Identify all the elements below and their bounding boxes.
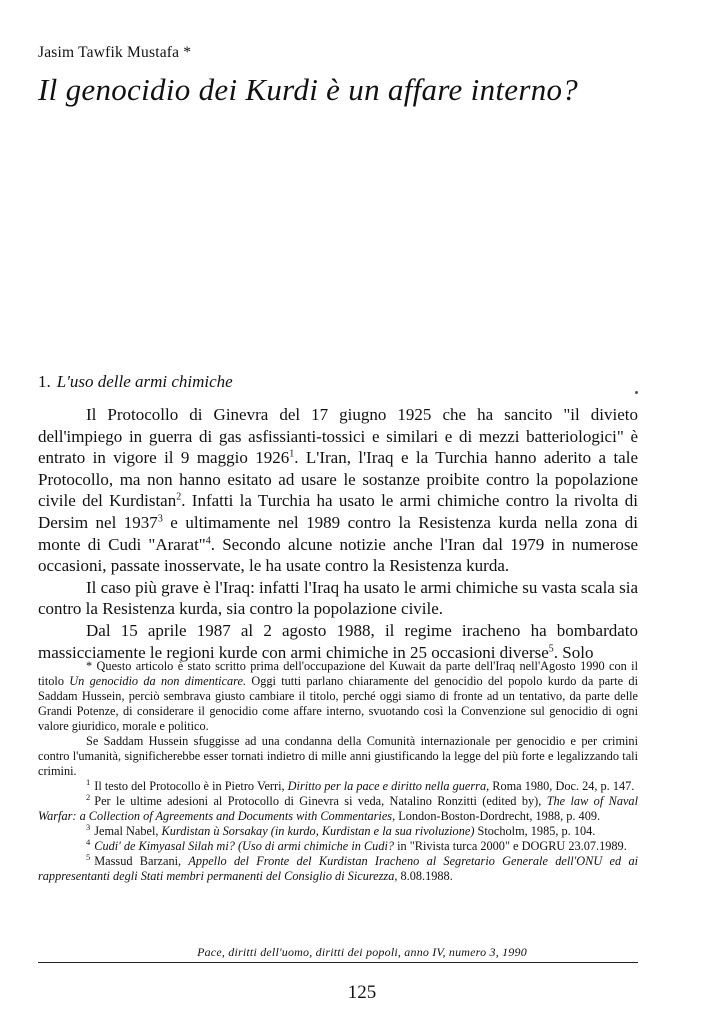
body-text [38,404,638,663]
footnote-ref-5: 5 [548,642,554,654]
text-span: Roma 1980, Doc. 24, p. 147. [489,779,635,793]
footnote-number: 5 [86,851,91,862]
article-title: Il genocidio dei Kurdi è un affare interno? [38,72,579,107]
footnote-mark: * [86,659,93,673]
paragraph-3 [38,620,638,663]
footnote-ref-3: 3 [157,513,163,525]
footnote-2 [38,791,639,824]
text-span: Appello del Fronte del Kurdistan Iracheno al Segretario Generale dell'ONU ed ai rappresentanti degli Stati membri permanenti del Consiglio di Sicurezza, [38,854,639,883]
footnote-ref-2: 2 [176,491,182,503]
text-span: The law of Naval Warfar: a Collection of Agreements and Documents with Commentaries, [38,794,639,823]
text-span: . Secondo alcune notizie anche l'Iran dal 1979 in numerose occasioni, passate inosservate, le ha usate contro la Resistenza kurda. [38,534,638,576]
text-span: Stocholm, 1985, p. 104. [474,824,596,838]
footnote-4 [38,836,638,854]
text-span: Per le ultime adesioni al Protocollo di Ginevra si veda, Natalino Ronzitti (edited by), [94,794,547,808]
text-span: Dal 15 aprile 1987 al 2 agosto 1988, il regime iracheno ha bombardato massicciamente le regioni kurde con armi chimiche in 25 occasioni diverse [38,620,638,662]
text-span: . L'Iran, l'Iraq e la Turchia hanno aderito a tale Protocollo, ma non hanno esitato ad usare le sostanze proibite contro la popolazione civile del Kurdistan [38,448,638,511]
footnote-star [38,659,638,734]
text-span: Diritto per la pace e diritto nella guerra, [287,779,490,793]
footnote-3 [38,821,638,839]
page-number: 125 [347,982,377,1003]
journal-citation: Pace, diritti dell'uomo, diritti dei popoli, anno IV, numero 3, 1990 [197,945,527,959]
text-span: Massud Barzani, [94,854,189,868]
text-span: Oggi tutti parlano chiaramente del genocidio del popolo kurdo da parte di Saddam Hussein, perciò sembrava giusto cambiare il titolo, perché oggi siamo di fronte ad un tentativo, da parte delle Grandi Potenze, di considerare il genocidio come affare interno, svuotando così la Convenzione sul genocidio di ogni valore giuridico, morale e politico. [38,674,638,733]
text-span: Jemal Nabel, [94,824,162,838]
section-title: L'uso delle armi chimiche [56,372,233,391]
section-heading [38,372,233,392]
footnote-number: 3 [86,821,91,832]
text-span: 8.08.1988. [397,869,453,883]
paragraph-2: Il caso più grave è l'Iraq: infatti l'Iraq ha usato le armi chimiche su vasta scala sia contro la Resistenza kurda, sia contro la popolazione civile. [38,577,638,619]
text-span: in "Rivista turca 2000" e DOGRU 23.07.1989. [394,839,627,853]
text-span: Un genocidio da non dimenticare. [69,674,247,688]
footnote-number: 2 [86,791,91,802]
text-span: Kurdistan ù Sorsakay (in kurdo, Kurdistan e la sua rivoluzione) [161,824,475,838]
footnote-number: 1 [86,776,91,787]
footnote-1 [38,776,638,794]
text-span: . Infatti la Turchia ha usato le armi chimiche contro la rivolta di Dersim nel 1937 [38,491,639,532]
footnote-5 [38,851,639,884]
text-span: . Solo [553,642,594,662]
footnote-number: 4 [86,836,91,847]
author-name [38,44,191,62]
footnotes [38,659,638,884]
author-footnote-mark: * [183,44,192,61]
text-span: e ultimamente nel 1989 contro la Resistenza kurda nella zona di monte di Cudi "Ararat" [38,512,638,554]
text-span: Il Protocollo di Ginevra del 17 giugno 1925 che ha sancito "il divieto dell'impiego in guerra di gas asfissianti-tossici e similari e di mezzi batteriologici" è entrato in vigore il 9 maggio 1926 [38,405,638,468]
text-span: Cudi' de Kimyasal Silah mi? (Uso di armi chimiche in Cudi? [94,839,395,853]
footnote-ref-1: 1 [289,448,295,460]
text-span: Questo articolo è stato scritto prima dell'occupazione del Kuwait da parte dell'Iraq nell'Agosto 1990 con il titolo [38,659,639,688]
footer-rule [38,962,638,963]
footnote-ref-4: 4 [205,534,211,546]
paragraph-1 [38,404,638,577]
author-text: Jasim Tawfik Mustafa [38,44,180,61]
text-span: Il testo del Protocollo è in Pietro Verri, [94,779,288,793]
stray-dot-mark [635,391,638,394]
footnote-star-continued: Se Saddam Hussein sfuggisse ad una condanna della Comunità internazionale per genocidio e per crimini contro l'umanità, significherebbe esser tornati indietro di mille anni giustificando la legge del più forte e legalizzando tali crimini. [38,734,638,778]
section-number: 1. [38,372,51,391]
text-span: London-Boston-Dordrecht, 1988, p. 409. [395,809,601,823]
